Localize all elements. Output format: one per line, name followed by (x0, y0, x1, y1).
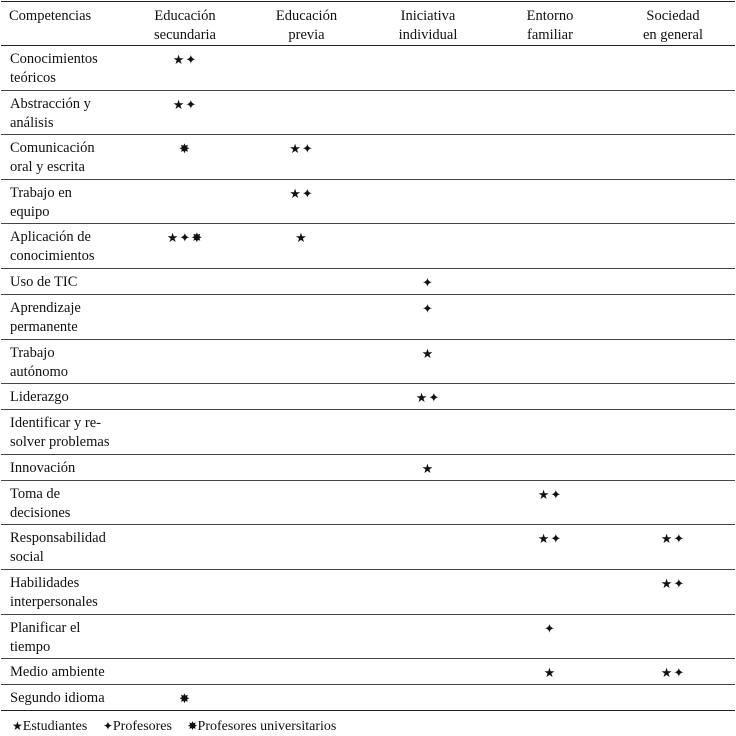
header-entorno-familiar: Entorno familiar (489, 2, 611, 46)
marker-cell-educacion-secundaria: ★✦✸ (166, 231, 204, 247)
marker-cell-sociedad-en-general (611, 46, 735, 91)
header-iniciativa-individual: Iniciativa individual (367, 2, 489, 46)
competencia-label: Innovación (10, 459, 76, 476)
marker-cell-entorno-familiar: ★ (543, 666, 557, 682)
competencia-label: Conocimientos teóricos (10, 51, 98, 86)
marker-cell-educacion-secundaria: ✸ (179, 692, 191, 708)
marker-cell-iniciativa-individual (367, 135, 489, 180)
table-row (1, 46, 735, 91)
marker-cell-entorno-familiar (489, 294, 611, 339)
legend-item-profesores: ✦Profesores (102, 719, 172, 734)
marker-cell-entorno-familiar (489, 685, 611, 711)
marker-cell-sociedad-en-general (611, 224, 735, 269)
marker-cell-iniciativa-individual: ✦ (422, 275, 434, 291)
table-row (1, 339, 735, 384)
marker-cell-educacion-previa: ★ (295, 231, 308, 247)
table-row (1, 525, 735, 570)
marker-cell-entorno-familiar: ★✦ (537, 487, 563, 503)
marker-cell-sociedad-en-general: ★✦ (660, 576, 686, 592)
marker-cell-educacion-secundaria: ✸ (179, 142, 191, 158)
marker-cell-educacion-secundaria (124, 454, 246, 480)
competencia-label: Segundo idioma (10, 690, 105, 707)
competencia-label: Aplicación de conocimientos (10, 229, 95, 265)
marker-cell-educacion-previa (246, 525, 367, 570)
competencia-label: Aprendizaje permanente (10, 299, 81, 335)
marker-cell-educacion-previa (246, 569, 367, 614)
competencia-label: Identificar y re- solver problemas (10, 415, 110, 451)
marker-cell-sociedad-en-general (611, 614, 735, 659)
marker-cell-educacion-previa (246, 384, 367, 410)
marker-cell-educacion-previa (246, 339, 367, 384)
marker-cell-educacion-previa (246, 480, 367, 525)
marker-cell-entorno-familiar (489, 410, 611, 455)
marker-cell-educacion-secundaria (124, 384, 246, 410)
legend (12, 717, 348, 736)
student-star-icon: ★ (12, 719, 23, 733)
header-competencias: Competencias (1, 2, 124, 46)
marker-cell-educacion-previa (246, 268, 367, 294)
marker-cell-iniciativa-individual (367, 525, 489, 570)
marker-cell-iniciativa-individual (367, 614, 489, 659)
competencia-label: Trabajo en equipo (10, 184, 72, 220)
table-row (1, 685, 735, 711)
legend-item-profesores-universitarios: ✸Profesores universitarios (187, 719, 337, 734)
marker-cell-sociedad-en-general (611, 268, 735, 294)
marker-cell-educacion-secundaria (124, 659, 246, 685)
legend-item-estudiantes: ★Estudiantes (12, 719, 88, 734)
competencia-label: Uso de TIC (10, 273, 78, 290)
marker-cell-educacion-secundaria (124, 268, 246, 294)
marker-cell-sociedad-en-general (611, 339, 735, 384)
marker-cell-educacion-secundaria (124, 294, 246, 339)
marker-cell-iniciativa-individual: ★✦ (415, 391, 441, 407)
marker-cell-entorno-familiar (489, 224, 611, 269)
marker-cell-educacion-previa (246, 410, 367, 455)
marker-cell-entorno-familiar (489, 454, 611, 480)
marker-cell-sociedad-en-general (611, 410, 735, 455)
marker-cell-sociedad-en-general (611, 135, 735, 180)
marker-cell-educacion-secundaria (124, 569, 246, 614)
marker-cell-educacion-secundaria (124, 614, 246, 659)
teacher-cross-star-icon: ✦ (102, 719, 113, 733)
table-row (1, 659, 735, 685)
header-educacion-previa: Educación previa (246, 2, 367, 46)
table-header (1, 2, 735, 46)
marker-cell-sociedad-en-general (611, 90, 735, 135)
marker-cell-educacion-previa (246, 685, 367, 711)
marker-cell-iniciativa-individual: ✦ (422, 301, 434, 317)
marker-cell-iniciativa-individual (367, 480, 489, 525)
marker-cell-educacion-previa: ★✦ (289, 142, 314, 158)
marker-cell-educacion-secundaria (124, 410, 246, 455)
table-row (1, 384, 735, 410)
marker-cell-sociedad-en-general (611, 685, 735, 711)
marker-cell-iniciativa-individual (367, 224, 489, 269)
table-row (1, 480, 735, 525)
marker-cell-sociedad-en-general (611, 480, 735, 525)
marker-cell-sociedad-en-general (611, 294, 735, 339)
marker-cell-educacion-previa (246, 90, 367, 135)
marker-cell-entorno-familiar: ★✦ (537, 532, 563, 548)
marker-cell-educacion-previa (246, 454, 367, 480)
marker-cell-iniciativa-individual (367, 46, 489, 91)
table-row (1, 454, 735, 480)
marker-cell-entorno-familiar: ✦ (544, 621, 556, 637)
competencia-label: Liderazgo (10, 389, 69, 406)
marker-cell-iniciativa-individual: ★ (421, 461, 435, 477)
marker-cell-entorno-familiar (489, 46, 611, 91)
marker-cell-sociedad-en-general (611, 454, 735, 480)
marker-cell-entorno-familiar (489, 90, 611, 135)
marker-cell-entorno-familiar (489, 384, 611, 410)
table-row (1, 410, 735, 455)
marker-cell-iniciativa-individual (367, 659, 489, 685)
competencia-label: Toma de decisiones (10, 485, 71, 521)
marker-cell-educacion-previa (246, 614, 367, 659)
marker-cell-iniciativa-individual (367, 685, 489, 711)
competencia-label: Planificar el tiempo (10, 619, 81, 655)
marker-cell-educacion-previa (246, 46, 367, 91)
table-row (1, 294, 735, 339)
marker-cell-iniciativa-individual (367, 569, 489, 614)
marker-cell-educacion-previa (246, 659, 367, 685)
competencias-table (1, 1, 735, 711)
marker-cell-sociedad-en-general (611, 384, 735, 410)
table-row (1, 614, 735, 659)
header-sociedad-en-general: Sociedad en general (611, 2, 735, 46)
competencia-label: Abstracción y análisis (10, 95, 91, 131)
competencia-label: Trabajo autónomo (10, 344, 68, 380)
header-educacion-secundaria: Educación secundaria (124, 2, 246, 46)
marker-cell-sociedad-en-general: ★✦ (660, 666, 686, 682)
marker-cell-entorno-familiar (489, 339, 611, 384)
university-teacher-asterisk-icon: ✸ (187, 719, 198, 733)
marker-cell-entorno-familiar (489, 569, 611, 614)
table-row (1, 90, 735, 135)
competencia-label: Medio ambiente (10, 664, 105, 681)
marker-cell-iniciativa-individual (367, 179, 489, 224)
marker-cell-iniciativa-individual (367, 90, 489, 135)
marker-cell-entorno-familiar (489, 268, 611, 294)
table-row (1, 135, 735, 180)
marker-cell-entorno-familiar (489, 135, 611, 180)
marker-cell-educacion-previa: ★✦ (289, 186, 314, 202)
marker-cell-sociedad-en-general: ★✦ (660, 532, 686, 548)
marker-cell-educacion-secundaria (124, 339, 246, 384)
marker-cell-entorno-familiar (489, 179, 611, 224)
competencia-label: Responsabilidad social (10, 530, 106, 566)
table-body (1, 46, 735, 711)
marker-cell-educacion-secundaria: ★✦ (172, 53, 198, 68)
marker-cell-sociedad-en-general (611, 179, 735, 224)
table-row (1, 224, 735, 269)
marker-cell-educacion-secundaria (124, 480, 246, 525)
table-row (1, 268, 735, 294)
competencia-label: Comunicación oral y escrita (10, 140, 95, 176)
marker-cell-educacion-secundaria: ★✦ (172, 97, 198, 113)
table-row (1, 569, 735, 614)
marker-cell-iniciativa-individual (367, 410, 489, 455)
table-row (1, 179, 735, 224)
marker-cell-iniciativa-individual: ★ (421, 346, 435, 362)
marker-cell-educacion-secundaria (124, 179, 246, 224)
marker-cell-educacion-secundaria (124, 525, 246, 570)
marker-cell-educacion-previa (246, 294, 367, 339)
competencia-label: Habilidades interpersonales (10, 574, 98, 610)
